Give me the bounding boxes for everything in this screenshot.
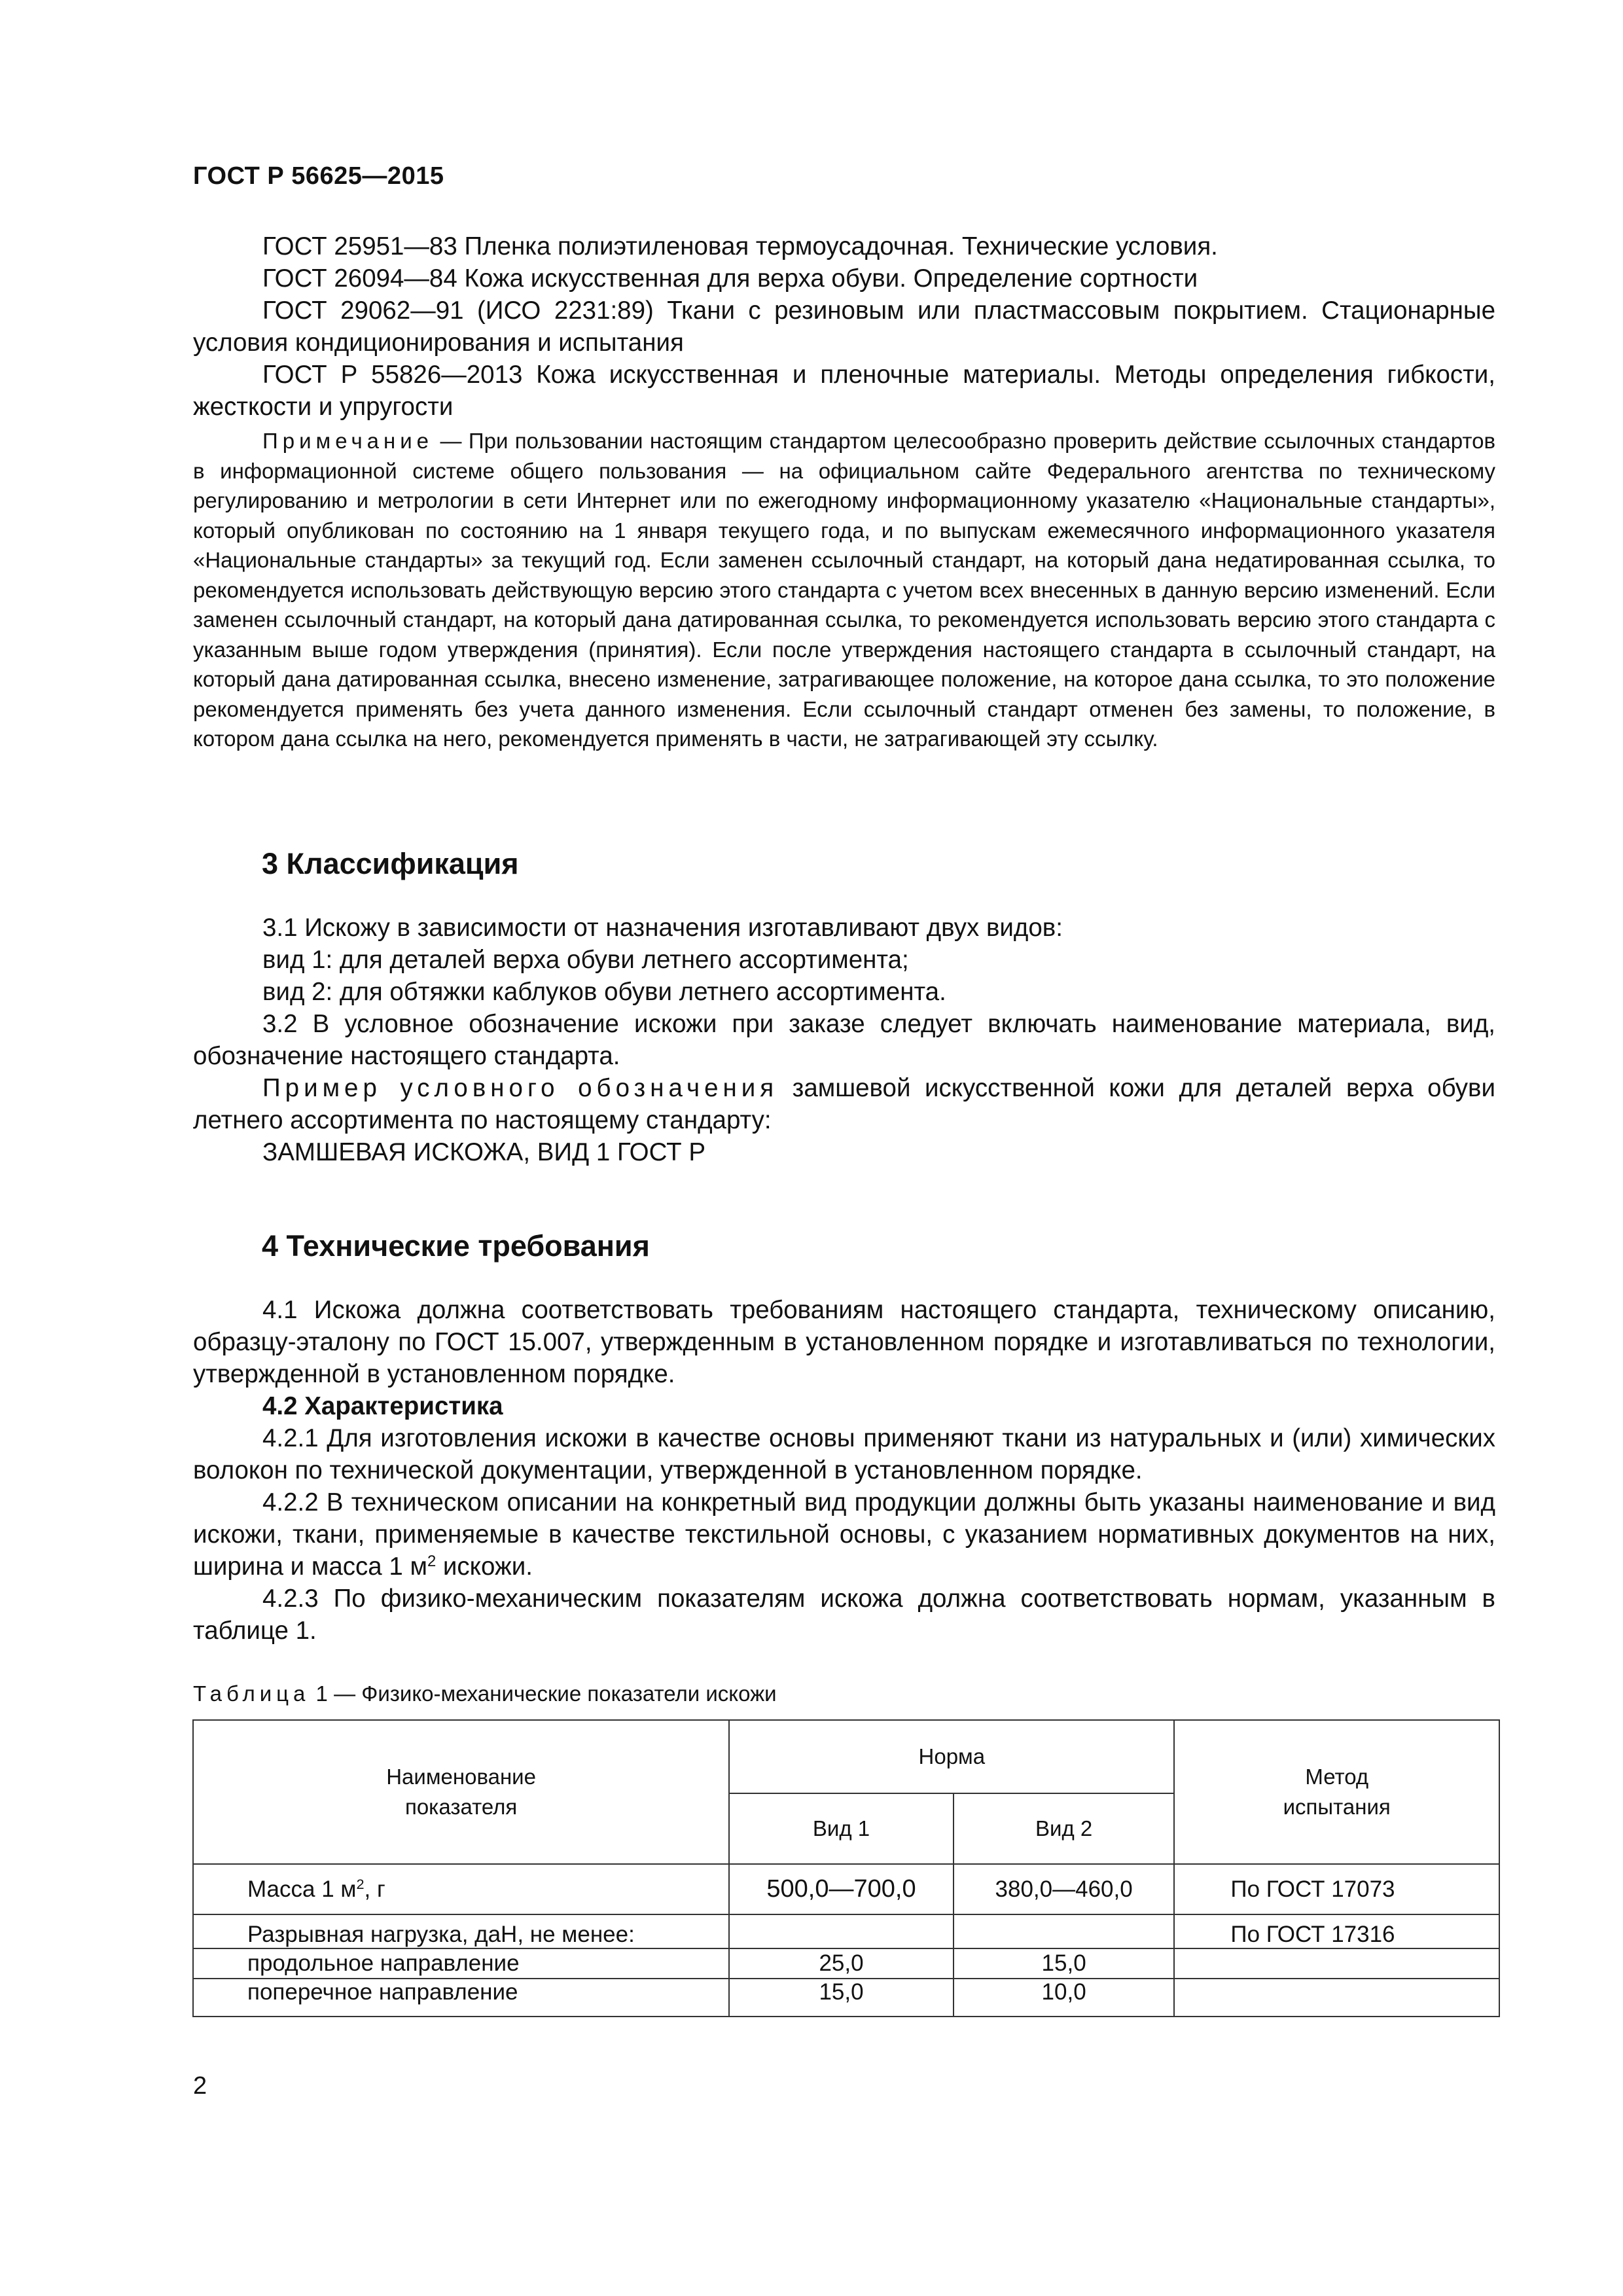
designation-example <box>193 1072 1495 1136</box>
reference-item: ГОСТ 29062—91 (ИСО 2231:89) Ткани с резиновым или пластмассовым покрытием. Стационарные условия кондиционирования и испытания <box>193 296 1495 357</box>
table-cell-name <box>193 1864 729 1914</box>
column-header-name <box>193 1720 729 1864</box>
row-name-unit: , г <box>364 1876 385 1902</box>
normative-references <box>193 230 1495 423</box>
table-cell-vid-1: 500,0—700,0 <box>729 1864 954 1914</box>
table-cell-method: По ГОСТ 17316 <box>1174 1914 1499 1948</box>
paragraph-3-2: 3.2 В условное обозначение искожи при заказе следует включать наименование материала, вид, обозначение настоящего стандарта. <box>193 1010 1495 1070</box>
references-note <box>193 426 1495 754</box>
kind-1-item: вид 1: для деталей верха обуви летнего ассортимента; <box>262 946 909 974</box>
reference-item: ГОСТ 26094—84 Кожа искусственная для верха обуви. Определение сортности <box>262 264 1198 293</box>
table-caption-label: Таблица <box>193 1681 310 1706</box>
column-header-method-text: Метод испытания <box>1283 1765 1391 1819</box>
column-header-method <box>1174 1720 1499 1864</box>
table-cell-vid-2: 15,0 <box>954 1948 1175 1979</box>
table-cell-vid-2: 380,0—460,0 <box>954 1864 1175 1914</box>
paragraph-4-2-3: 4.2.3 По физико-механическим показателям искожа должна соответствовать нормам, указанным в таблице 1. <box>193 1585 1495 1645</box>
table-caption <box>193 1681 777 1706</box>
reference-item: ГОСТ Р 55826—2013 Кожа искусственная и пленочные материалы. Методы определения гибкости, жесткости и упругости <box>193 361 1495 421</box>
table-cell-vid-2: 10,0 <box>954 1979 1175 2017</box>
document-header: ГОСТ Р 56625—2015 <box>193 162 444 190</box>
reference-item: ГОСТ 25951—83 Пленка полиэтиленовая термоусадочная. Технические условия. <box>262 232 1218 260</box>
table-cell-vid-1: 25,0 <box>729 1948 954 1979</box>
section-4-body <box>193 1294 1495 1647</box>
table-cell-method <box>1174 1948 1499 1979</box>
subsection-4-2-title: 4.2 Характеристика <box>262 1392 503 1420</box>
note-label: Примечание <box>262 429 434 453</box>
section-3-body <box>193 912 1495 1168</box>
column-header-vid-1: Вид 1 <box>729 1793 954 1864</box>
section-3-title: 3 Классификация <box>262 847 519 880</box>
table-cell-vid-1: 15,0 <box>729 1979 954 2017</box>
note-paragraph <box>193 426 1495 754</box>
table-caption-text: 1 — Физико-механические показатели искожи <box>310 1681 777 1706</box>
superscript: 2 <box>427 1552 437 1570</box>
column-header-norm: Норма <box>729 1720 1174 1793</box>
table-row <box>193 1979 1499 2017</box>
paragraph-4-2-2-text: 4.2.2 В техническом описании на конкретный вид продукции должны быть указаны наименование и вид искожи, ткани, применяемые в качестве текстильной основы, с указанием нормативных документов на них, ширина и масса 1 м <box>193 1488 1495 1581</box>
example-label: Пример условного обозначения <box>262 1074 779 1102</box>
table-row <box>193 1864 1499 1914</box>
column-header-name-text: Наименование показателя <box>386 1765 536 1819</box>
paragraph-4-2-1: 4.2.1 Для изготовления искожи в качестве основы применяют ткани из натуральных и (или) химических волокон по технической документации, утвержденной в установленном порядке. <box>193 1424 1495 1484</box>
page-number: 2 <box>193 2072 207 2100</box>
example-text: замшевой искусственной кожи для деталей верха обуви летнего ассортимента по настоящему стандарту: <box>193 1074 1495 1134</box>
example-designation-value: ЗАМШЕВАЯ ИСКОЖА, ВИД 1 ГОСТ Р <box>262 1138 706 1166</box>
table-row <box>193 1914 1499 1948</box>
paragraph-3-1: 3.1 Искожу в зависимости от назначения изготавливают двух видов: <box>262 914 1063 942</box>
table-cell-vid-2 <box>954 1914 1175 1948</box>
table-header-row <box>193 1720 1499 1793</box>
paragraph-4-2-2 <box>193 1486 1495 1583</box>
superscript: 2 <box>356 1875 365 1892</box>
table-1 <box>192 1719 1500 2017</box>
note-text: — При пользовании настоящим стандартом целесообразно проверить действие ссылочных стандартов в информационной системе общего пользования — на официальном сайте Федерального агентства по техническому регулированию и метрологии в сети Интернет или по ежегодному информационному указателю «Национальные стандарты», который опубликован по состоянию на 1 января текущего года, и по выпускам ежемесячного информационного указателя «Национальные стандарты» за текущий год. Если заменен ссылочный стандарт, на который дана недатированная ссылка, то рекомендуется использовать действующую версию этого стандарта с учетом всех внесенных в данную версию изменений. Если заменен ссылочный стандарт, на который дана датированная ссылка, то рекомендуется использовать версию этого стандарта с указанным выше годом утверждения (принятия). Если после утверждения настоящего стандарта в ссылочный стандарт, на который дана датированная ссылка, внесено изменение, затрагивающее положение, на которое дана ссылка, то это положение рекомендуется применять без учета данного изменения. Если ссылочный стандарт отменен без замены, то положение, в котором дана ссылка на него, рекомендуется применять в части, не затрагивающей эту ссылку. <box>193 429 1495 751</box>
table-row <box>193 1948 1499 1979</box>
table-cell-vid-1 <box>729 1914 954 1948</box>
table-cell-method <box>1174 1979 1499 2017</box>
paragraph-4-2-2-tail: искожи. <box>436 1552 533 1581</box>
table-cell-method: По ГОСТ 17073 <box>1174 1864 1499 1914</box>
section-4-title: 4 Технические требования <box>262 1229 650 1263</box>
table-cell-name: поперечное направление <box>193 1979 729 2017</box>
column-header-vid-2: Вид 2 <box>954 1793 1175 1864</box>
table-cell-name: Разрывная нагрузка, даН, не менее: <box>193 1914 729 1948</box>
paragraph-4-1: 4.1 Искожа должна соответствовать требованиям настоящего стандарта, техническому описанию, образцу-эталону по ГОСТ 15.007, утвержденным в установленном порядке и изготавливаться по технологии, утвержденной в установленном порядке. <box>193 1296 1495 1388</box>
table-cell-name: продольное направление <box>193 1948 729 1979</box>
row-name: Масса 1 м <box>247 1876 357 1902</box>
kind-2-item: вид 2: для обтяжки каблуков обуви летнего ассортимента. <box>262 978 946 1006</box>
